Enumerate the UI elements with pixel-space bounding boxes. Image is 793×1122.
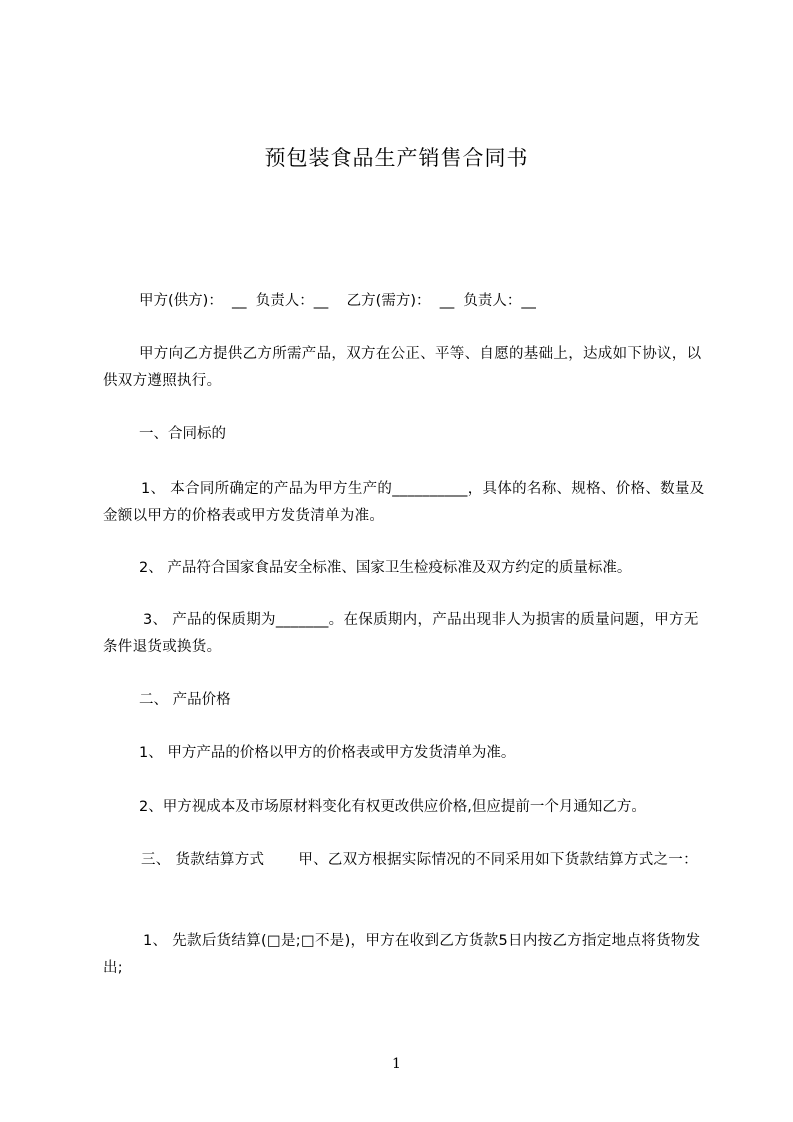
document-title: 预包装食品生产销售合同书 (264, 146, 529, 170)
section-3-text: 甲、乙双方根据实际情况的不同采用如下货款结算方式之一： (298, 852, 698, 868)
intro-paragraph: 甲方向乙方提供乙方所需产品，双方在公正、平等、自愿的基础上，达成如下协议，以供双方遵照执行。 (103, 346, 702, 389)
section-1-heading: 一、合同标的 (139, 426, 226, 442)
page-number: 1 (392, 1056, 401, 1072)
section-2-item-2: 2、甲方视成本及市场原材料变化有权更改供应价格,但应提前一个月通知乙方。 (139, 799, 646, 815)
parties-line: 甲方(供方)： __ 负责人：__ 乙方(需方)： __ 负责人：__ (139, 293, 536, 309)
section-1-item-1: 1、 本合同所确定的产品为甲方生产的__________，具体的名称、规格、价格、数量及金额以甲方的价格表或甲方发货清单为准。 (103, 481, 705, 524)
section-1-item-2: 2、 产品符合国家食品安全标准、国家卫生检疫标准及双方约定的质量标准。 (139, 560, 632, 576)
section-3-paragraph (103, 847, 708, 874)
section-3-item-1: 1、 先款后货结算(□是;□不是)，甲方在收到乙方货款5日内按乙方指定地点将货物发出; (103, 933, 701, 976)
section-3-heading: 三、 货款结算方式 (141, 852, 265, 868)
section-2-heading: 二、 产品价格 (139, 692, 231, 708)
section-1-item-3: 3、 产品的保质期为_______。在保质期内，产品出现非人为损害的质量问题，甲方无条件退货或换货。 (103, 612, 699, 655)
section-2-item-1: 1、 甲方产品的价格以甲方的价格表或甲方发货清单为准。 (139, 745, 516, 761)
